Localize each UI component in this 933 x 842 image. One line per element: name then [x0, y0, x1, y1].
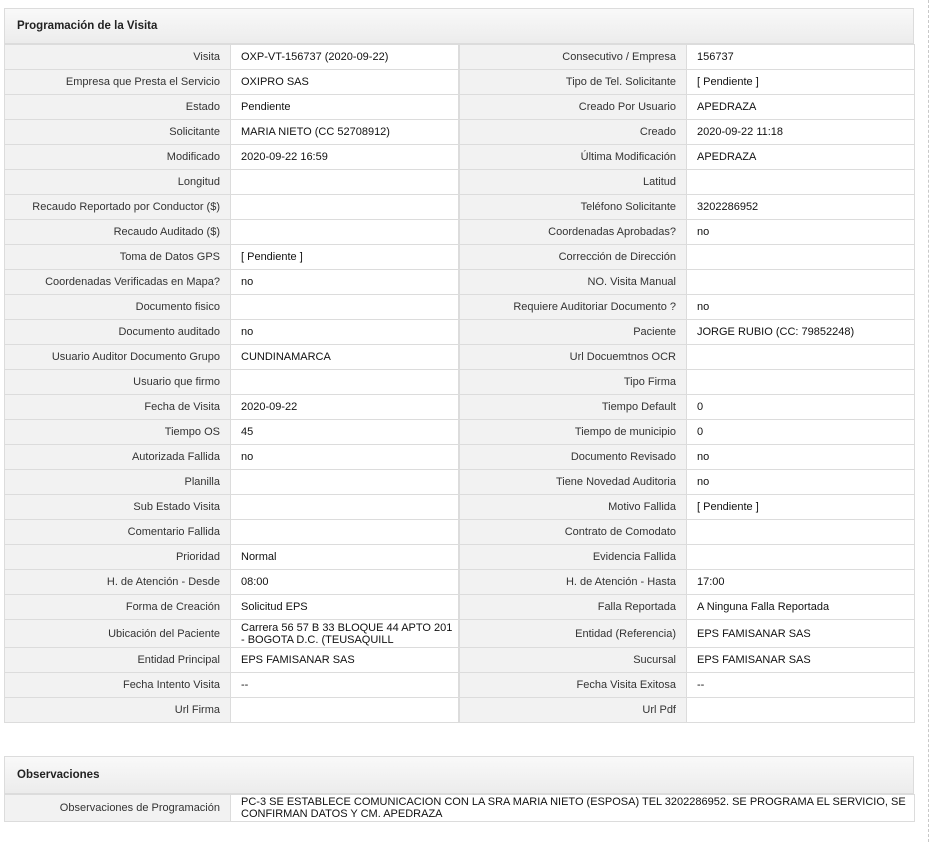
field-value: no [687, 295, 915, 320]
field-value: -- [231, 673, 459, 698]
field-row [5, 145, 915, 170]
programacion-table [4, 44, 915, 723]
field-row [5, 420, 915, 445]
field-row [5, 648, 915, 673]
field-value: 2020-09-22 16:59 [231, 145, 459, 170]
field-label: Tiempo OS [5, 420, 231, 445]
field-label: Creado [460, 120, 687, 145]
field-label: Latitud [460, 170, 687, 195]
field-label: Recaudo Auditado ($) [5, 220, 231, 245]
field-value: OXIPRO SAS [231, 70, 459, 95]
field-value [231, 220, 459, 245]
field-label: Modificado [5, 145, 231, 170]
field-value: MARIA NIETO (CC 52708912) [231, 120, 459, 145]
field-label: Autorizada Fallida [5, 445, 231, 470]
field-label: Fecha de Visita [5, 395, 231, 420]
field-label: H. de Atención - Desde [5, 570, 231, 595]
field-row [5, 345, 915, 370]
field-label: Tipo Firma [460, 370, 687, 395]
field-row [5, 320, 915, 345]
field-value [231, 495, 459, 520]
field-label: Fecha Intento Visita [5, 673, 231, 698]
field-label: Tiempo de municipio [460, 420, 687, 445]
field-value: EPS FAMISANAR SAS [231, 648, 459, 673]
field-value: no [687, 220, 915, 245]
field-row [5, 395, 915, 420]
field-label: Comentario Fallida [5, 520, 231, 545]
field-value [687, 698, 915, 723]
field-label: Entidad (Referencia) [460, 620, 687, 648]
field-value: Solicitud EPS [231, 595, 459, 620]
field-label: H. de Atención - Hasta [460, 570, 687, 595]
field-value: OXP-VT-156737 (2020-09-22) [231, 45, 459, 70]
field-label: Coordenadas Aprobadas? [460, 220, 687, 245]
programacion-title: Programación de la Visita [4, 8, 914, 44]
field-row [5, 470, 915, 495]
observaciones-row [5, 795, 915, 822]
field-label: Recaudo Reportado por Conductor ($) [5, 195, 231, 220]
field-label: Visita [5, 45, 231, 70]
field-label: Coordenadas Verificadas en Mapa? [5, 270, 231, 295]
field-label: Tiene Novedad Auditoria [460, 470, 687, 495]
field-value [231, 698, 459, 723]
field-row [5, 95, 915, 120]
field-row [5, 570, 915, 595]
field-value: Carrera 56 57 B 33 BLOQUE 44 APTO 201 - BOGOTA D.C. (TEUSAQUILL [231, 620, 459, 648]
field-value: no [231, 445, 459, 470]
field-value: APEDRAZA [687, 95, 915, 120]
field-value: no [687, 445, 915, 470]
field-value [231, 370, 459, 395]
field-label: Estado [5, 95, 231, 120]
field-value [687, 245, 915, 270]
field-label: Empresa que Presta el Servicio [5, 70, 231, 95]
field-label: Última Modificación [460, 145, 687, 170]
field-label: Evidencia Fallida [460, 545, 687, 570]
observaciones-label: Observaciones de Programación [5, 795, 231, 822]
field-value: EPS FAMISANAR SAS [687, 648, 915, 673]
programacion-panel [4, 8, 914, 723]
field-label: Usuario Auditor Documento Grupo [5, 345, 231, 370]
observaciones-panel [4, 756, 914, 822]
field-row [5, 270, 915, 295]
field-value: Normal [231, 545, 459, 570]
field-label: Planilla [5, 470, 231, 495]
field-row [5, 170, 915, 195]
field-row [5, 495, 915, 520]
field-value: Pendiente [231, 95, 459, 120]
field-value [231, 470, 459, 495]
field-value: 0 [687, 395, 915, 420]
field-label: Documento auditado [5, 320, 231, 345]
field-label: Contrato de Comodato [460, 520, 687, 545]
field-value [231, 295, 459, 320]
field-label: Creado Por Usuario [460, 95, 687, 120]
field-value [687, 170, 915, 195]
field-label: Fecha Visita Exitosa [460, 673, 687, 698]
field-value [231, 170, 459, 195]
field-row [5, 295, 915, 320]
field-label: Entidad Principal [5, 648, 231, 673]
field-label: Tipo de Tel. Solicitante [460, 70, 687, 95]
field-label: Forma de Creación [5, 595, 231, 620]
field-row [5, 595, 915, 620]
field-value: no [687, 470, 915, 495]
field-value [687, 345, 915, 370]
field-value [687, 370, 915, 395]
field-value: 45 [231, 420, 459, 445]
field-row [5, 195, 915, 220]
field-value: -- [687, 673, 915, 698]
field-label: Longitud [5, 170, 231, 195]
field-row [5, 673, 915, 698]
field-label: Toma de Datos GPS [5, 245, 231, 270]
field-value [231, 195, 459, 220]
field-value: 08:00 [231, 570, 459, 595]
field-value: 156737 [687, 45, 915, 70]
field-row [5, 520, 915, 545]
field-value: APEDRAZA [687, 145, 915, 170]
field-row [5, 220, 915, 245]
field-label: Consecutivo / Empresa [460, 45, 687, 70]
field-label: Url Firma [5, 698, 231, 723]
field-value: CUNDINAMARCA [231, 345, 459, 370]
field-value: 17:00 [687, 570, 915, 595]
field-value: EPS FAMISANAR SAS [687, 620, 915, 648]
field-value: A Ninguna Falla Reportada [687, 595, 915, 620]
field-row [5, 698, 915, 723]
field-value: no [231, 320, 459, 345]
field-label: Sub Estado Visita [5, 495, 231, 520]
field-label: Url Docuemtnos OCR [460, 345, 687, 370]
field-label: Prioridad [5, 545, 231, 570]
observaciones-title: Observaciones [4, 756, 914, 794]
field-value [687, 545, 915, 570]
field-label: Solicitante [5, 120, 231, 145]
field-value [687, 520, 915, 545]
field-label: Corrección de Dirección [460, 245, 687, 270]
field-value: no [231, 270, 459, 295]
field-label: Ubicación del Paciente [5, 620, 231, 648]
field-value: 2020-09-22 [231, 395, 459, 420]
field-value: 2020-09-22 11:18 [687, 120, 915, 145]
field-label: Sucursal [460, 648, 687, 673]
field-row [5, 370, 915, 395]
field-row [5, 70, 915, 95]
field-row [5, 545, 915, 570]
field-value: [ Pendiente ] [687, 495, 915, 520]
field-label: NO. Visita Manual [460, 270, 687, 295]
field-label: Paciente [460, 320, 687, 345]
field-value: 3202286952 [687, 195, 915, 220]
field-row [5, 45, 915, 70]
field-row [5, 245, 915, 270]
field-label: Teléfono Solicitante [460, 195, 687, 220]
field-value: [ Pendiente ] [231, 245, 459, 270]
field-label: Usuario que firmo [5, 370, 231, 395]
field-value: 0 [687, 420, 915, 445]
field-value [231, 520, 459, 545]
observaciones-table [4, 794, 915, 822]
field-value [687, 270, 915, 295]
field-value: [ Pendiente ] [687, 70, 915, 95]
field-label: Requiere Auditoriar Documento ? [460, 295, 687, 320]
field-row [5, 445, 915, 470]
field-label: Documento fisico [5, 295, 231, 320]
field-row [5, 620, 915, 648]
field-row [5, 120, 915, 145]
field-value: JORGE RUBIO (CC: 79852248) [687, 320, 915, 345]
observaciones-value: PC-3 SE ESTABLECE COMUNICACION CON LA SRA MARIA NIETO (ESPOSA) TEL 3202286952. SE PROGRAMA EL SERVICIO, SE CONFIRMAN DATOS Y CM. APEDRAZA [231, 795, 915, 822]
field-label: Motivo Fallida [460, 495, 687, 520]
field-label: Documento Revisado [460, 445, 687, 470]
page-edge-divider [928, 0, 929, 842]
field-label: Falla Reportada [460, 595, 687, 620]
field-label: Tiempo Default [460, 395, 687, 420]
field-label: Url Pdf [460, 698, 687, 723]
